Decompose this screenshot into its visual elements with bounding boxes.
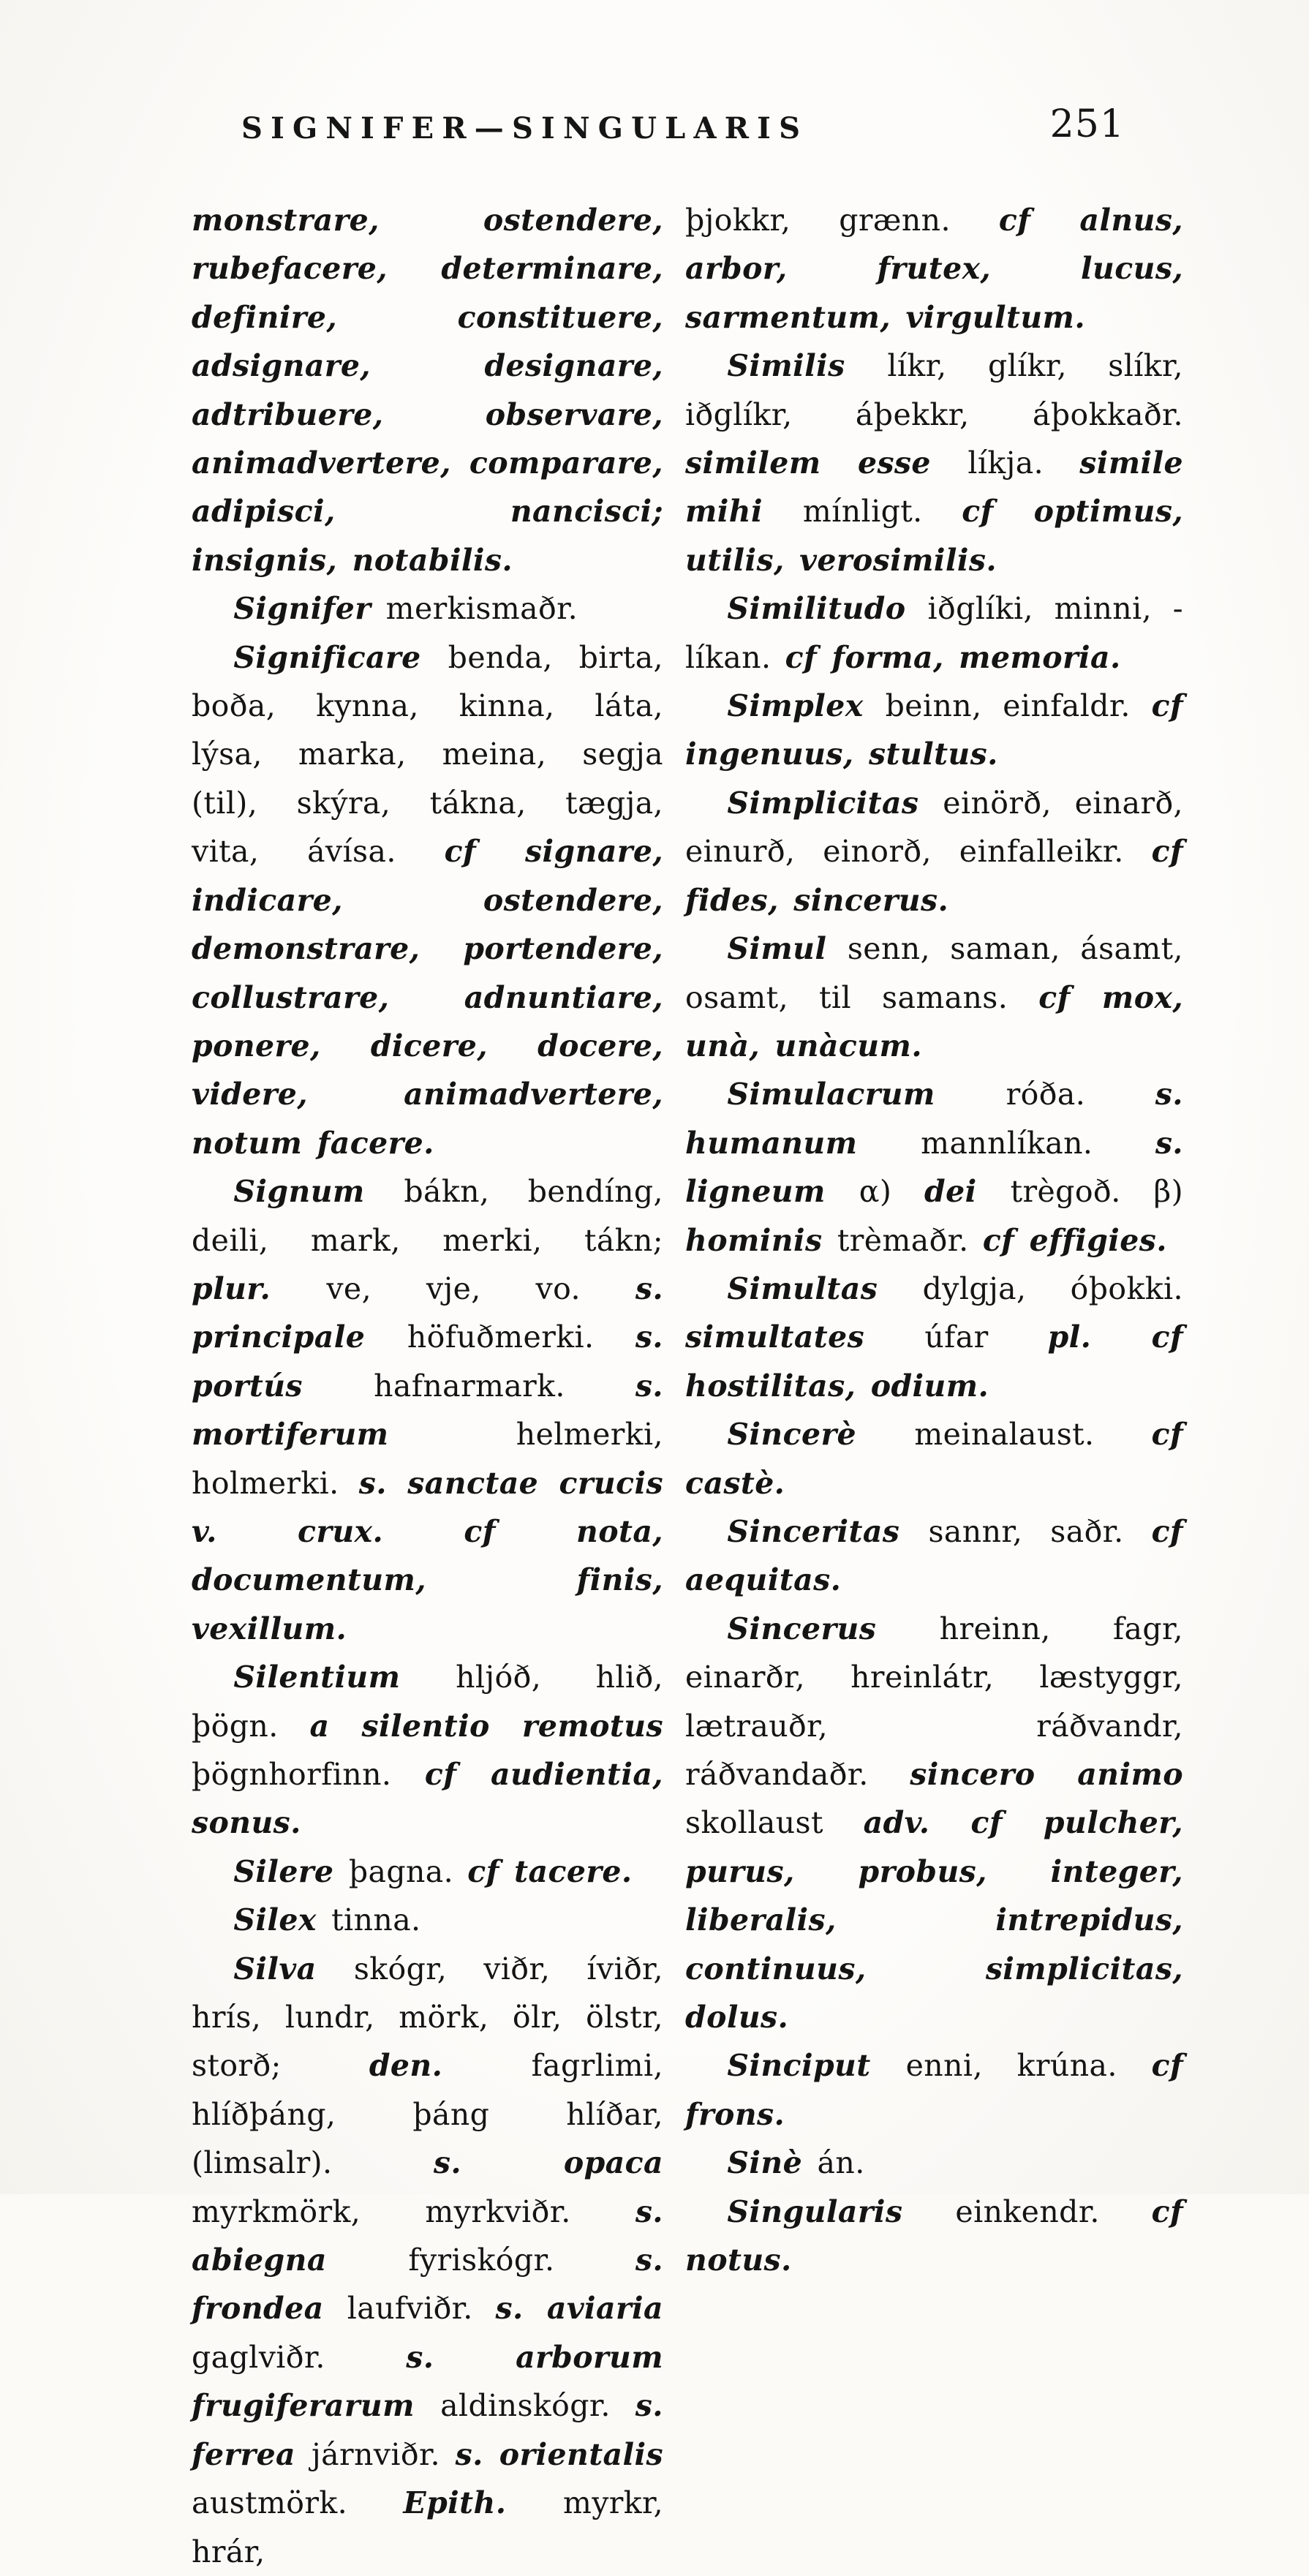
latin-text: s. portús	[192, 1319, 663, 1404]
headword: Signum	[233, 1174, 404, 1210]
latin-text: s. orientalis	[455, 2436, 663, 2472]
latin-text: sincero animo	[910, 1757, 1183, 1792]
gloss-text: líkr, glíkr, slíkr, iðglíkr, áþekkr, áþokkaðr.	[685, 348, 1184, 432]
headword: Sincerè	[727, 1417, 915, 1453]
latin-text: cf alnus, arbor, frutex, lucus, sarmentum, virgultum.	[685, 203, 1183, 335]
gloss-text: sannr, saðr.	[928, 1513, 1152, 1549]
dictionary-entry	[685, 2188, 1183, 2285]
latin-text: cf tacere.	[467, 1853, 633, 1889]
gloss-text: dylgja, óþokki.	[922, 1270, 1183, 1306]
gloss-text: α)	[859, 1174, 925, 1210]
dictionary-entry	[685, 2041, 1183, 2139]
right-column	[685, 196, 1183, 2576]
gloss-text: senn, saman, ásamt, osamt, til samans.	[685, 931, 1183, 1015]
headword: Similitudo	[727, 591, 928, 627]
dictionary-entry	[685, 584, 1183, 682]
gloss-text: mannlíkan.	[921, 1125, 1155, 1161]
gloss-text: ve, vje, vo.	[326, 1270, 635, 1306]
gloss-text: einörð, einarð, einurð, einorð, einfalleikr.	[685, 785, 1183, 870]
latin-text: simultates	[685, 1319, 925, 1355]
gloss-text: fagrlimi, hlíðþáng, þáng hlíðar, (limsalr).	[192, 2048, 663, 2181]
headword: Simplicitas	[727, 785, 943, 821]
gloss-text: þjokkr, grænn.	[685, 203, 999, 238]
gloss-text: enni, krúna.	[905, 2048, 1152, 2084]
gloss-text: bákn, bendíng, deili, mark, merki, tákn;	[192, 1174, 663, 1258]
gloss-text: myrkr, hrár,	[192, 2485, 664, 2569]
headword: Silere	[233, 1853, 349, 1889]
headword: Sinceritas	[727, 1513, 929, 1549]
latin-text: cf fides, sincerus.	[685, 834, 1183, 918]
gloss-text: þagna.	[348, 1853, 468, 1889]
latin-text: s. principale	[192, 1270, 664, 1355]
gloss-text: laufviðr.	[347, 2291, 496, 2327]
gloss-text: þögnhorfinn.	[192, 1757, 425, 1792]
dictionary-entry	[685, 342, 1183, 584]
latin-text: s. sanctae crucis v. crux. cf nota, documentum, finis, vexillum.	[192, 1465, 663, 1646]
gloss-text: hljóð, hlið, þögn.	[192, 1660, 663, 1744]
dictionary-entry	[192, 633, 663, 1167]
latin-text: cf optimus, utilis, verosimilis.	[685, 494, 1183, 578]
dictionary-entry	[685, 1265, 1183, 1410]
gloss-text: líkja.	[967, 445, 1080, 481]
latin-text: s. arborum frugiferarum	[192, 2339, 663, 2424]
latin-text: similem esse	[685, 445, 968, 481]
latin-text: s. ferrea	[192, 2388, 663, 2472]
gloss-text: höfuðmerki.	[407, 1319, 635, 1355]
gloss-text: meinalaust.	[914, 1417, 1152, 1453]
latin-text: cf frons.	[685, 2048, 1184, 2132]
latin-text: plur.	[192, 1270, 327, 1306]
dictionary-entry	[685, 1070, 1183, 1265]
running-header: SIGNIFER—SINGULARIS	[241, 111, 809, 146]
headword: Singularis	[727, 2193, 956, 2229]
headword: Sinciput	[727, 2048, 906, 2084]
latin-text: Epith.	[403, 2485, 563, 2521]
dictionary-entry	[685, 196, 1183, 342]
latin-text: s. ligneum	[685, 1125, 1183, 1210]
latin-text: dei	[924, 1174, 1011, 1210]
dictionary-entry	[685, 1507, 1183, 1605]
gloss-text: hafnarmark.	[374, 1368, 635, 1404]
gloss-text: járnviðr.	[311, 2436, 456, 2472]
gloss-text: benda, birta, boða, kynna, kinna, láta, lýsa, marka, meina, segja (til), skýra, tákna, tægja, vita, ávísa.	[192, 639, 663, 870]
dictionary-entry	[685, 682, 1183, 779]
latin-text: s. frondea	[192, 2242, 664, 2327]
gloss-text: aldinskógr.	[440, 2388, 635, 2424]
gloss-text: iðglíki, minni, -líkan.	[685, 591, 1183, 675]
latin-text: s. mortiferum	[192, 1368, 663, 1453]
dictionary-entry	[192, 1653, 663, 1848]
gloss-text: skollaust	[685, 1805, 864, 1841]
headword: Silva	[233, 1951, 354, 1986]
gloss-text: helmerki, holmerki.	[192, 1417, 663, 1501]
gloss-text: án.	[817, 2145, 865, 2181]
latin-text: cf signare, indicare, ostendere, demonstrare, portendere, collustrare, adnuntiare, ponere, dicere, docere, videre, animadvertere, notum facere.	[192, 834, 664, 1161]
left-column	[192, 196, 663, 2576]
headword: Similis	[727, 348, 888, 384]
page-number: 251	[1049, 102, 1125, 146]
dictionary-entry	[685, 2139, 1183, 2187]
headword: Significare	[233, 639, 448, 675]
latin-text: pl. cf hostilitas, odium.	[685, 1319, 1183, 1404]
gloss-text: merkismaðr.	[385, 591, 578, 627]
gloss-text: fyriskógr.	[408, 2242, 635, 2278]
latin-text: monstrare, ostendere, rubefacere, determinare, definire, constituere, adsignare, designare, adtribuere, observare, animadvertere, comparare, adipisci, nancisci; insignis, notabilis.	[192, 203, 663, 578]
headword: Silex	[233, 1902, 332, 1938]
gloss-text: hreinn, fagr, einarðr, hreinlátr, læstyggr, lætrauðr, ráðvandr, ráðvandaðr.	[685, 1611, 1183, 1792]
gloss-text: gaglviðr.	[192, 2339, 407, 2375]
dictionary-entry	[192, 584, 663, 633]
headword: Simulacrum	[727, 1077, 1006, 1112]
latin-text: cf aequitas.	[685, 1513, 1183, 1598]
gloss-text: einkendr.	[955, 2193, 1152, 2229]
latin-text: cf mox, unà, unàcum.	[685, 979, 1184, 1063]
latin-text: s. opaca	[433, 2145, 663, 2181]
latin-text: cf audientia, sonus.	[192, 1757, 663, 1841]
latin-text: s. aviaria	[495, 2291, 663, 2327]
latin-text: cf forma, memoria.	[785, 639, 1121, 675]
dictionary-entry	[685, 779, 1183, 924]
latin-text: cf notus.	[685, 2193, 1183, 2278]
gloss-text: úfar	[924, 1319, 1048, 1355]
gloss-text: mínligt.	[802, 494, 962, 530]
gloss-text: róða.	[1006, 1077, 1155, 1112]
headword: Sincerus	[727, 1611, 940, 1646]
gloss-text: skógr, viðr, íviðr, hrís, lundr, mörk, ölr, ölstr, storð;	[192, 1951, 663, 2084]
dictionary-entry	[192, 1848, 663, 1896]
headword: Simplex	[727, 688, 886, 724]
gloss-text: trègoð. β)	[1010, 1174, 1184, 1210]
dictionary-entry	[192, 1896, 663, 1944]
dictionary-entry	[192, 1945, 663, 2576]
gloss-text: beinn, einfaldr.	[885, 688, 1152, 724]
gloss-text: austmörk.	[192, 2485, 404, 2521]
headword: Simultas	[727, 1270, 923, 1306]
headword: Simul	[727, 931, 848, 967]
headword: Signifer	[233, 591, 386, 627]
gloss-text: tinna.	[331, 1902, 421, 1938]
latin-text: simile mihi	[685, 445, 1183, 530]
latin-text: cf castè.	[685, 1417, 1183, 1501]
dictionary-entry	[192, 196, 663, 584]
headword: Silentium	[233, 1660, 456, 1695]
dictionary-entry	[192, 1167, 663, 1653]
headword: Sinè	[727, 2145, 818, 2181]
text-columns	[192, 196, 1183, 2576]
latin-text: cf effigies.	[982, 1222, 1167, 1258]
latin-text: s. abiegna	[192, 2193, 663, 2278]
gloss-text: myrkmörk, myrkviðr.	[192, 2193, 635, 2229]
dictionary-entry	[685, 1410, 1183, 1507]
latin-text: cf ingenuus, stultus.	[685, 688, 1183, 772]
gloss-text: trèmaðr.	[837, 1222, 983, 1258]
dictionary-entry	[685, 1605, 1183, 2042]
latin-text: den.	[369, 2048, 532, 2084]
latin-text: adv. cf pulcher, purus, probus, integer, liberalis, intrepidus, continuus, simplicitas, dolus.	[685, 1805, 1183, 2035]
latin-text: a silentio remotus	[309, 1708, 663, 1744]
latin-text: s. humanum	[685, 1077, 1183, 1161]
latin-text: hominis	[685, 1222, 837, 1258]
dictionary-entry	[685, 924, 1183, 1070]
